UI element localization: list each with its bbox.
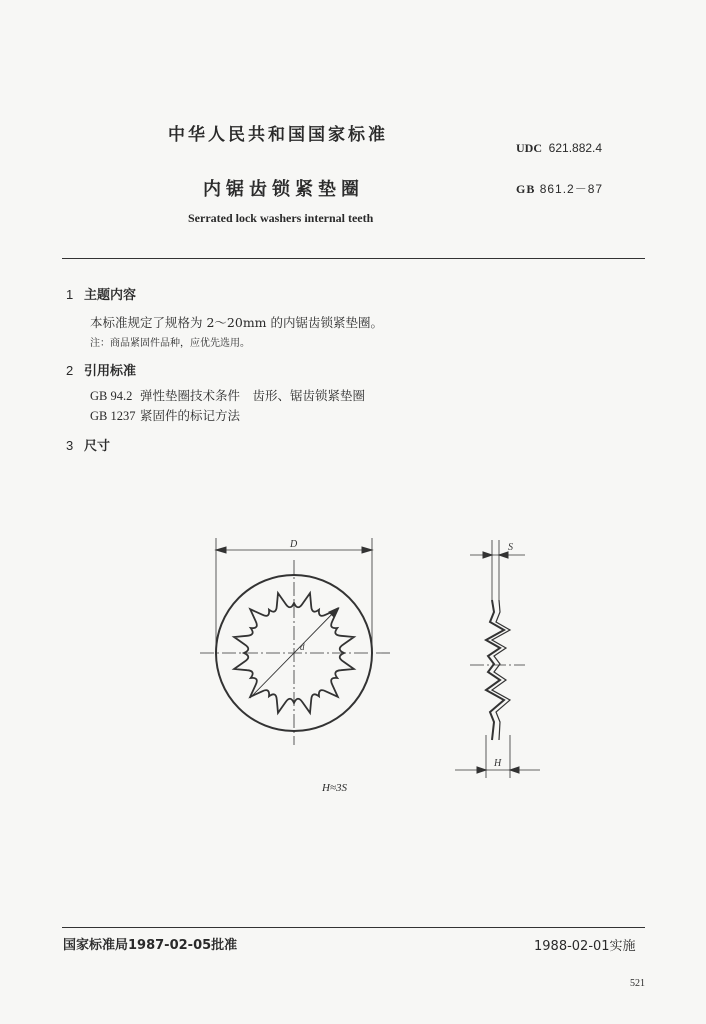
front-view (200, 538, 390, 745)
arrow-H-left (477, 767, 486, 773)
arrow-S-left (483, 552, 492, 558)
document-title: 内锯齿锁紧垫圈 (203, 179, 364, 200)
label-S: S (508, 542, 513, 553)
label-d: d (300, 642, 305, 652)
udc-label: UDC (516, 141, 542, 155)
side-view (455, 540, 540, 778)
page-number: 521 (630, 978, 645, 989)
reference-text: 紧固件的标记方法 (140, 408, 241, 423)
udc-value: 621.882.4 (548, 141, 603, 155)
reference-code: GB 1237 (90, 409, 136, 423)
arrow-S-right (499, 552, 508, 558)
section-3-number: 3 (66, 438, 74, 453)
label-D: D (290, 539, 298, 550)
arrow-D-left (216, 547, 226, 553)
section-1-body: 本标准规定了规格为 2～20mm 的内锯齿锁紧垫圈。 (90, 315, 384, 330)
reference-code: GB 94.2 (90, 389, 133, 403)
washer-profile-inner (492, 600, 510, 740)
section-2-title: 引用标准 (84, 364, 137, 379)
section-3-title: 尺寸 (84, 439, 111, 454)
section-1-note: 注：商品紧固件品种，应优先选用。 (90, 338, 250, 349)
height-formula: H≈3S (322, 782, 347, 794)
section-1-number: 1 (66, 287, 74, 302)
label-H: H (494, 758, 502, 769)
section-2-number: 2 (66, 363, 74, 378)
footer-rule (62, 927, 645, 928)
approval-text: 国家标准局1987-02-05批准 (63, 938, 238, 953)
arrow-D-right (362, 547, 372, 553)
gb-label: GB (516, 182, 536, 196)
implementation-text: 1988-02-01实施 (534, 939, 636, 954)
standard-title: 中华人民共和国国家标准 (168, 125, 388, 145)
reference-text: 弹性垫圈技术条件 齿形、锯齿锁紧垫圈 (140, 388, 366, 403)
gb-value: 861.2－87 (539, 182, 604, 196)
arrow-H-right (510, 767, 519, 773)
english-title: Serrated lock washers internal teeth (188, 211, 374, 225)
section-1-title: 主题内容 (84, 288, 137, 303)
